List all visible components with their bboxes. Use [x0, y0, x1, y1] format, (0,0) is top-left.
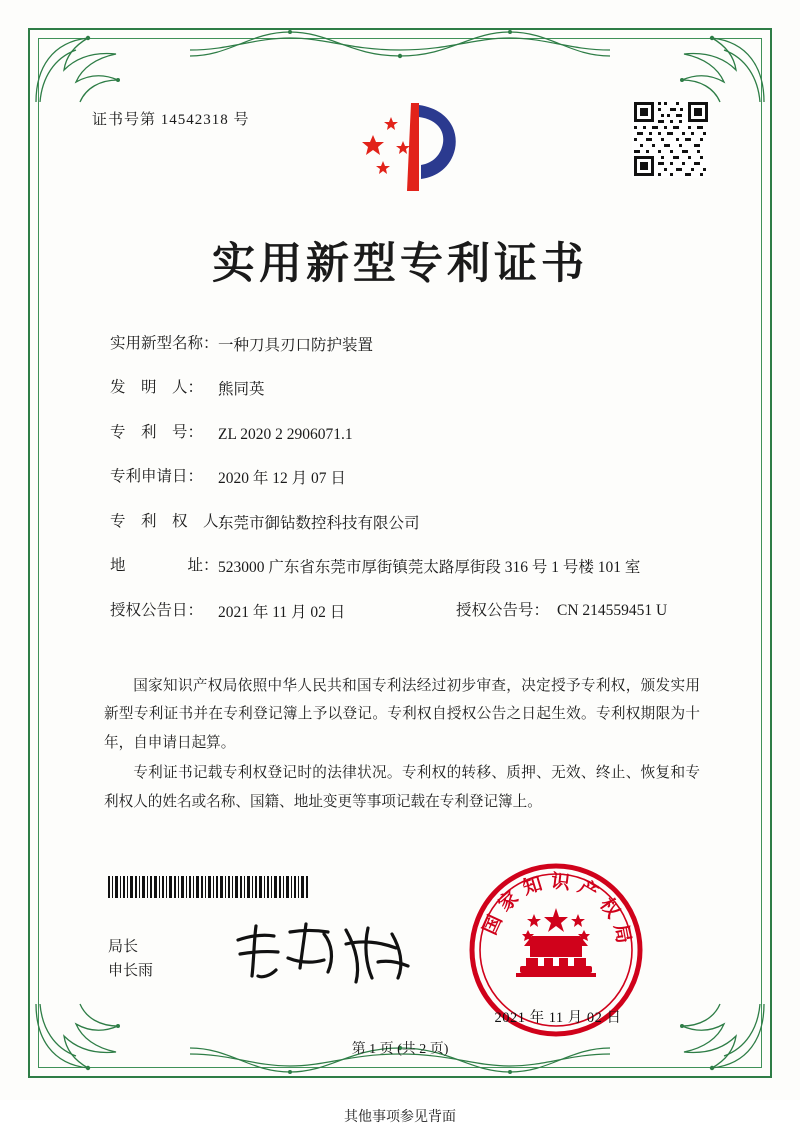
director-title-label: 局长 [108, 939, 139, 955]
field-row-application-date [110, 468, 710, 490]
field-label: 发 明 人： [110, 379, 204, 397]
field-label: 地 址： [110, 557, 219, 575]
field-row-patent-number [110, 424, 710, 446]
field-list [110, 335, 710, 646]
certificate-number: 证书号第 14542318 号 [92, 112, 250, 128]
page-number: 第 1 页 (共 2 页) [351, 1042, 449, 1057]
paragraph-1: 国家知识产权局依照中华人民共和国专利法经过初步审查，决定授予专利权，颁发实用新型专利证书并在专利登记簿上予以登记。专利权自授权公告之日起生效。专利权期限为十年，自申请日起算。 [104, 677, 700, 751]
director-name-label: 申长雨 [108, 963, 154, 979]
field-value: 熊同英 [218, 381, 265, 399]
field-value-grant-date: 2021 年 11 月 02 日 [218, 603, 346, 621]
field-label-grant-number: 授权公告号： [456, 601, 550, 619]
field-row-patentee [110, 513, 710, 535]
field-row-inventor [110, 379, 710, 401]
field-value: ZL 2020 2 2906071.1 [218, 425, 353, 443]
field-row-address [110, 557, 710, 579]
field-label: 专 利 号： [110, 423, 204, 441]
field-value: 一种刀具刃口防护装置 [218, 337, 374, 354]
field-label-grant-date: 授权公告日： [110, 601, 204, 619]
field-row-utility-model-name [110, 335, 710, 357]
field-label: 专 利 权 人： [110, 512, 235, 530]
qr-code-icon [632, 100, 710, 178]
field-label: 实用新型名称： [110, 335, 219, 352]
edge-ornament-top [190, 26, 610, 60]
barcode-icon [108, 876, 308, 898]
field-value: 东莞市御钻数控科技有限公司 [218, 514, 420, 532]
field-value-grant-number: CN 214559451 U [557, 601, 668, 619]
seal-date: 2021 年 11 月 02 日 [494, 1010, 622, 1026]
cnipa-logo-icon [355, 95, 465, 200]
footnote: 其他事项参见背面 [344, 1110, 456, 1125]
field-value: 2020 年 12 月 07 日 [218, 470, 346, 488]
signature-block [108, 935, 153, 983]
paragraph-2: 专利证书记载专利权登记时的法律状况。专利权的转移、质押、无效、终止、恢复和专利权人的姓名或名称、国籍、地址变更等事项记载在专利登记簿上。 [104, 764, 700, 810]
legal-text-block [104, 672, 700, 818]
handwritten-signature-icon [228, 918, 418, 990]
field-row-grant-announcement [110, 602, 710, 624]
svg-text:国家知识产权局: 国家知识产权局 [478, 869, 637, 952]
field-label: 专利申请日： [110, 468, 204, 486]
page-title: 实用新型专利证书 [212, 239, 588, 289]
field-value: 523000 广东省东莞市厚街镇莞太路厚街段 316 号 1 号楼 101 室 [218, 559, 641, 577]
